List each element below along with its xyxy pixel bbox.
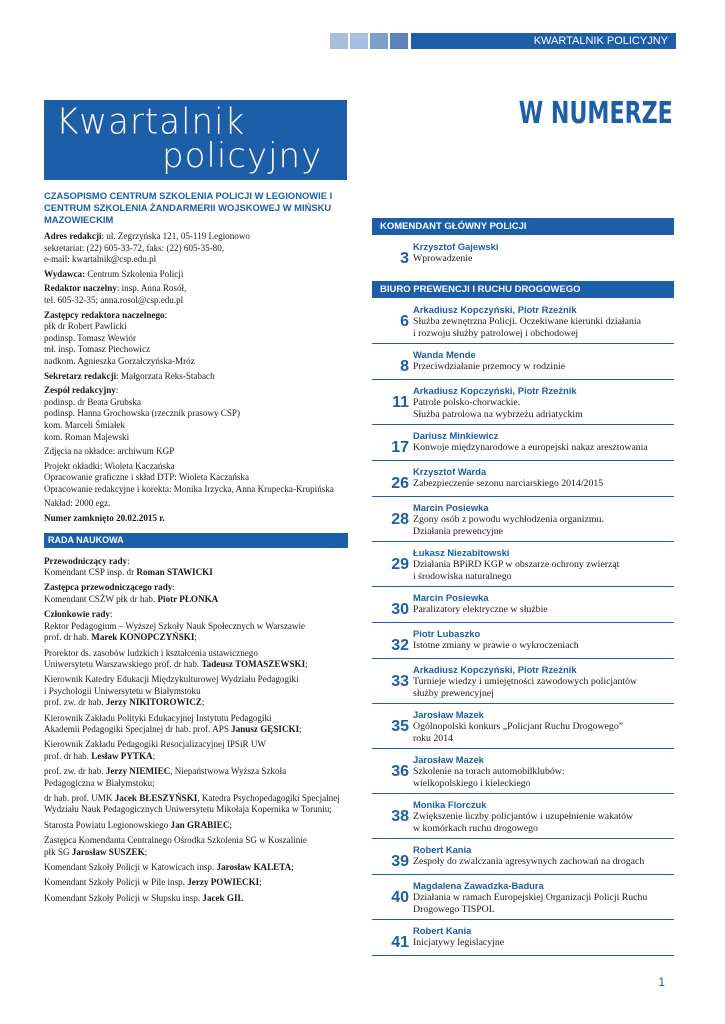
rada-text: : Komendant CSŻW płk dr hab. — [44, 582, 175, 604]
rada-after: ; — [305, 658, 308, 669]
rada-text: Kierownik Zakładu Pedagogiki Resocjalizacyjnej IPSiR UW prof. dr hab. — [44, 739, 266, 761]
toc-section-heading: BIURO PREWENCJI I RUCHU DROGOWEGO — [372, 281, 674, 298]
rada-after: ; — [152, 750, 156, 761]
toc-author: Jarosław Mazek — [413, 754, 484, 765]
rada-after: ; — [299, 723, 302, 734]
toc-title: Patrole polsko-chorwackie. Służba patrolowa na wybrzeżu adriatyckim — [413, 397, 583, 420]
toc-entry[interactable] — [372, 430, 674, 461]
info-label: Zastępcy redaktora naczelnego — [44, 309, 165, 320]
toc-entry[interactable] — [372, 799, 674, 839]
logo-line-1: Kwartalnik — [56, 101, 246, 143]
toc-title: Przeciwdziałanie przemocy w rodzinie — [413, 361, 566, 372]
rada-name: Marek KONOPCZYŃSKI — [91, 632, 195, 643]
toc-entry[interactable] — [372, 241, 674, 271]
rada-text: Komendant Szkoły Policji w Słupsku insp. — [44, 892, 203, 903]
toc-title: Działania BPiRD KGP w obszarze ochrony zwierząt i środowiska naturalnego — [413, 559, 620, 582]
toc-page-number: 41 — [391, 934, 409, 951]
rada-text: Zastępca Komendanta Centralnego Ośrodka Szkolenia SG w Koszalinie płk SG — [44, 835, 307, 857]
toc-title: Zwiększenie liczby policjantów i uzupełnienie wakatów w komórkach ruchu drogowego — [413, 811, 634, 834]
toc-entry-text — [413, 304, 674, 340]
toc-page-number: 32 — [391, 637, 409, 654]
info-text: : ul. Zegrzyńska 121, 05-119 Legionowo sekretariat: (22) 605-33-72, faks: (22) 605-35-80, e-mail: kwartalnik@csp.edu.pl — [44, 231, 250, 265]
rada-name: Jacek BŁESZYŃSKI — [114, 792, 198, 803]
info-text: : insp. Anna Rosół, tel. 605-32-35; anna.rosol@csp.edu.pl — [44, 283, 187, 305]
toc-title: Istotne zmiany w prawie o wykroczeniach — [413, 640, 579, 651]
toc-entry[interactable] — [372, 664, 674, 704]
toc-author: Dariusz Minkiewicz — [413, 430, 499, 441]
rada-after: ; — [229, 819, 232, 830]
toc-title: Zgony osób z powodu wychłodzenia organizmu. Działania prewencyjne — [413, 514, 604, 537]
publisher-title: CZASOPISMO CENTRUM SZKOLENIA POLICJI W LEGIONOWIE I CENTRUM SZKOLENIA ŻANDARMERII WOJSKOWEJ W MIŃSKU MAZOWIECKIM — [44, 190, 333, 225]
toc-entry[interactable] — [372, 709, 674, 749]
page-title: W NUMERZE — [519, 96, 673, 131]
magazine-logo — [44, 100, 347, 180]
rada-list — [44, 556, 348, 905]
toc-title: Działania w ramach Europejskiej Organizacji Policji Ruchu Drogowego TISPOL — [413, 892, 648, 915]
rada-item — [44, 739, 348, 762]
header-bar — [330, 33, 676, 49]
toc-entry-text — [413, 547, 674, 583]
masthead-column — [44, 190, 348, 908]
toc-entry-text — [413, 799, 674, 835]
toc-page-number: 3 — [400, 250, 409, 267]
info-paragraph — [44, 231, 348, 266]
toc-entry-text — [413, 709, 674, 745]
table-of-contents — [372, 218, 674, 961]
toc-entry[interactable] — [372, 592, 674, 623]
toc-entry[interactable] — [372, 304, 674, 344]
info-paragraph — [44, 446, 348, 458]
info-text: Centrum Szkolenia Policji — [85, 268, 184, 279]
rada-name: Jarosław KALETA — [216, 862, 292, 872]
rada-name: Janusz GĘSICKI — [231, 723, 300, 734]
rada-after: ; — [194, 632, 197, 643]
rada-text: dr hab. prof. UMK — [44, 792, 115, 803]
toc-page-number: 33 — [391, 673, 409, 690]
header-square — [370, 33, 388, 49]
toc-entry[interactable] — [372, 502, 674, 542]
rada-item — [44, 582, 348, 605]
info-text: Zdjęcia na okładce: archiwum KGP — [44, 446, 175, 457]
rada-item — [44, 835, 348, 858]
toc-entry[interactable] — [372, 466, 674, 497]
toc-page-number: 39 — [391, 853, 409, 870]
rada-label: Członkowie rady — [44, 609, 110, 620]
toc-page-number: 6 — [400, 313, 409, 330]
info-paragraph — [44, 461, 348, 496]
toc-author: Robert Kania — [413, 925, 472, 936]
rada-item — [44, 766, 348, 789]
toc-entry-text — [413, 592, 674, 619]
info-label: Sekretarz redakcji — [44, 370, 117, 381]
page-number: 1 — [658, 975, 665, 989]
rada-item — [44, 893, 348, 904]
info-paragraph — [44, 283, 348, 306]
rada-item — [44, 877, 348, 888]
rada-after: ; — [259, 877, 262, 888]
toc-entry-text — [413, 880, 674, 916]
rada-name: Jerzy NIKITOROWICZ — [105, 697, 202, 708]
toc-entry[interactable] — [372, 547, 674, 587]
rada-text: Komendant Szkoły Policji w Katowicach insp. — [44, 862, 217, 872]
toc-title: Zespoły do zwalczania agresywnych zachowań na drogach — [413, 856, 645, 867]
rada-label: Przewodniczący rady — [44, 555, 128, 566]
header-square — [390, 33, 408, 49]
toc-author: Magdalena Zawadzka-Badura — [413, 880, 544, 891]
info-text: : podinsp. dr Beata Grubska podinsp. Hanna Grochowska (rzecznik prasowy CSP) kom. Marceli Śmiałek kom. Roman Majewski — [44, 385, 240, 442]
info-paragraph — [44, 498, 348, 510]
toc-page-number: 28 — [391, 511, 409, 528]
toc-title: Inicjatywy legislacyjne — [413, 937, 505, 948]
toc-entry[interactable] — [372, 754, 674, 794]
toc-entry[interactable] — [372, 349, 674, 380]
toc-entry-text — [413, 385, 674, 421]
toc-entry-text — [413, 349, 674, 376]
toc-page-number: 35 — [391, 718, 409, 735]
toc-entry[interactable] — [372, 925, 674, 956]
toc-entry[interactable] — [372, 844, 674, 875]
rada-name: Tadeusz TOMASZEWSKI — [201, 658, 306, 669]
rada-name: Jerzy POWIECKI — [187, 877, 260, 888]
toc-page-number: 38 — [391, 808, 409, 825]
rada-item — [44, 862, 348, 873]
rada-item — [44, 556, 348, 579]
info-label: Zespół redakcyjny — [44, 385, 116, 396]
info-label: Wydawca: — [44, 268, 86, 279]
toc-author: Robert Kania — [413, 844, 472, 855]
rada-name: Piotr PŁONKA — [157, 593, 219, 604]
toc-page-number: 8 — [400, 358, 409, 375]
toc-author: Marcin Posiewka — [413, 502, 489, 513]
rada-item — [44, 648, 348, 671]
toc-author: Krzysztof Gajewski — [413, 241, 499, 252]
toc-entry-text — [413, 502, 674, 538]
toc-section-heading: KOMENDANT GŁÓWNY POLICJI — [372, 218, 674, 235]
header-square — [350, 33, 368, 49]
toc-page-number: 36 — [391, 763, 409, 780]
rada-name: Jarosław SUSZEK — [71, 846, 145, 857]
rada-name: Jan GRABIEC — [170, 819, 230, 830]
rada-after: , Katedra Psychopedagogiki Specjalnej Wydziału Nauk Pedagogicznych Uniwersytetu Mikołaja Kopernika w Toruniu; — [44, 792, 340, 815]
rada-name: Jacek GIL — [202, 892, 244, 903]
rada-item — [44, 609, 348, 643]
info-text: Projekt okładki: Wioleta Kaczańska Opracowanie graficzne i skład DTP: Wioleta Kaczańska Opracowanie redakcyjne i korekta: Monika Irzycka, Anna Krupecka-Krupińska — [44, 460, 334, 494]
rada-text: Prorektor ds. zasobów ludzkich i kształcenia ustawicznego Uniwersytetu Warszawskiego prof. dr hab. — [44, 647, 258, 669]
rada-text: : Komendant CSP insp. dr — [44, 555, 137, 578]
rada-label: Zastępca przewodniczącego rady — [44, 582, 173, 593]
info-label: Numer zamknięto 20.02.2015 r. — [44, 513, 165, 524]
toc-page-number: 17 — [391, 439, 409, 456]
header-square — [330, 33, 348, 49]
toc-author: Monika Florczuk — [413, 799, 487, 810]
toc-author: Wanda Mende — [413, 349, 476, 360]
toc-entry-text — [413, 466, 674, 493]
toc-author: Marcin Posiewka — [413, 592, 489, 603]
rada-name: Roman STAWICKI — [136, 567, 213, 578]
toc-entry-text — [413, 844, 674, 871]
toc-entry-text — [413, 754, 674, 790]
toc-title: Ogólnopolski konkurs „Policjant Ruchu Drogowego” roku 2014 — [413, 721, 624, 744]
info-text: : płk dr Robert Pawlicki podinsp. Tomasz Wewiór mł. insp. Tomasz Piechowicz nadkom. Agnieszka Gorzałczyńska-Mróz — [44, 309, 195, 366]
toc-page-number: 29 — [391, 556, 409, 573]
toc-page-number: 40 — [391, 889, 409, 906]
info-label: Redaktor naczelny — [44, 283, 117, 294]
toc-page-number: 11 — [392, 394, 409, 411]
info-text: Nakład: 2000 egz. — [44, 498, 111, 509]
info-text: : Małgorzata Reks-Stabach — [116, 370, 215, 381]
rada-after: ; — [144, 846, 148, 857]
logo-line-2: policyjny — [162, 136, 323, 176]
rada-heading: RADA NAUKOWA — [44, 533, 348, 548]
toc-entry[interactable] — [372, 880, 674, 920]
toc-page-number: 30 — [391, 601, 409, 618]
rada-text: Kierownik Zakładu Polityki Edukacyjnej Instytutu Pedagogiki Akademii Pedagogiki Specjalnej dr hab. prof. APS — [44, 712, 272, 734]
toc-entry-text — [413, 430, 674, 457]
toc-entry-text — [413, 925, 674, 952]
toc-author: Łukasz Niezabitowski — [413, 547, 510, 558]
header-banner: KWARTALNIK POLICYJNY — [411, 33, 676, 49]
info-paragraph — [44, 269, 348, 281]
rada-after: ; — [201, 697, 205, 708]
rada-text: prof. zw. dr hab. — [44, 766, 106, 777]
editorial-info — [44, 231, 348, 525]
rada-after: ; — [291, 862, 294, 872]
toc-entry-text — [413, 628, 674, 655]
toc-title: Konwoje międzynarodowe a europejski nakaz aresztowania — [413, 442, 648, 453]
toc-title: Wprowadzenie — [413, 253, 473, 264]
rada-name: Lesław PYTKA — [91, 750, 153, 761]
rada-name: Jerzy NIEMIEC — [105, 766, 171, 777]
toc-author: Arkadiusz Kopczyński, Piotr Rzeźnik — [413, 385, 577, 396]
info-paragraph — [44, 513, 348, 525]
info-paragraph — [44, 385, 348, 443]
rada-item — [44, 793, 348, 816]
toc-author: Arkadiusz Kopczyński, Piotr Rzeźnik — [413, 664, 577, 675]
toc-entry-text — [413, 241, 674, 268]
toc-title: Służba zewnętrzna Policji. Oczekiwane kierunki działania i rozwoju służby patrolowej i obchodowej — [413, 316, 641, 339]
rada-text: : Rektor Pedagogium – Wyższej Szkoły Nauk Społecznych w Warszawie prof. dr hab. — [44, 609, 306, 643]
rada-item — [44, 820, 348, 831]
toc-title: Szkolenie na torach automobilklubów: wielkopolskiego i kieleckiego — [413, 766, 565, 789]
toc-entry[interactable] — [372, 385, 674, 425]
rada-text: Kierownik Katedry Edukacji Międzykulturowej Wydziału Pedagogiki i Psychologii Uniwersytetu w Białymstoku prof. zw. dr hab. — [44, 674, 299, 708]
toc-entry-text — [413, 664, 674, 700]
info-paragraph — [44, 371, 348, 383]
rada-text: Starosta Powiatu Legionowskiego — [44, 819, 171, 830]
toc-page-number: 26 — [391, 475, 409, 492]
toc-author: Jarosław Mazek — [413, 709, 484, 720]
info-paragraph — [44, 310, 348, 368]
toc-title: Zabezpieczenie sezonu narciarskiego 2014/2015 — [413, 478, 604, 489]
toc-entry[interactable] — [372, 628, 674, 659]
toc-author: Piotr Lubaszko — [413, 628, 481, 639]
toc-title: Turnieje wiedzy i umiejętności zawodowych policjantów służby prewencyjnej — [413, 676, 638, 699]
info-label: Adres redakcji — [44, 231, 102, 241]
toc-author: Arkadiusz Kopczyński, Piotr Rzeźnik — [413, 304, 577, 315]
rada-after: , Niepaństwowa Wyższa Szkoła Pedagogiczna w Białymstoku; — [44, 766, 287, 788]
rada-item — [44, 674, 348, 708]
rada-text: Komendant Szkoły Policji w Pile insp. — [44, 877, 188, 888]
toc-title: Paralizatory elektryczne w służbie — [413, 604, 548, 615]
rada-item — [44, 713, 348, 736]
toc-author: Krzysztof Warda — [413, 466, 487, 477]
